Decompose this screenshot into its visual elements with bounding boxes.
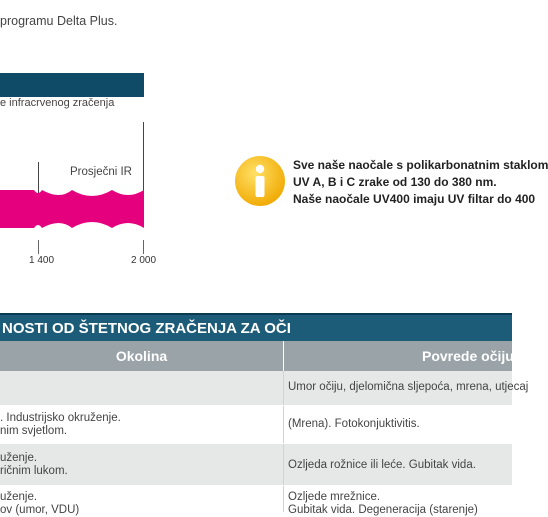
info-message: [293, 157, 548, 208]
column-header-eye-injuries: Povrede očiju: [284, 341, 512, 371]
info-icon: [234, 155, 286, 207]
injury-cell: Ozljeda rožnice ili leće. Gubitak vida.: [288, 459, 476, 471]
injury-cell: (Mrena). Fotokonjuktivitis.: [288, 418, 420, 430]
table-row: [0, 443, 512, 485]
ir-spectrum-band: [0, 182, 150, 242]
info-line: UV A, B i C zrake od 130 do 380 nm.: [293, 175, 497, 189]
info-line: Naše naočale UV400 imaju UV filtar do 400: [293, 192, 536, 206]
info-line: Sve naše naočale s polikarbonatnim staklom: [293, 158, 548, 172]
environment-cell: uženje. ričnim lukom.: [0, 452, 68, 477]
axis-tick-label: 2 000: [131, 255, 157, 266]
injury-cell: Ozljede mrežnice. Gubitak vida. Degeneracija (starenje): [288, 491, 478, 516]
environment-cell: uženje. ov (umor, VDU): [0, 491, 80, 516]
axis-tick-label: 1 400: [29, 255, 55, 266]
intro-text: programu Delta Plus.: [0, 14, 118, 28]
table-row: [0, 405, 512, 443]
table-row: [0, 485, 512, 516]
ir-section-subtitle: e infracrvenog zračenja: [0, 97, 115, 109]
column-divider: [283, 341, 284, 371]
axis-tick: [38, 240, 39, 254]
table-row: [0, 371, 529, 405]
environment-cell: [0, 371, 282, 405]
environment-cell: . Industrijsko okruženje. nim svjetlom.: [0, 412, 121, 437]
ir-average-label: Prosječni IR: [70, 166, 132, 178]
injury-cell: Umor očiju, djelomična sljepoća, mrena, utjecaj: [288, 381, 529, 393]
column-header-environment: Okolina: [0, 341, 283, 371]
table-title: NOSTI OD ŠTETNOG ZRAČENJA ZA OČI: [0, 313, 512, 342]
ir-section-header-bar: [0, 73, 144, 97]
axis-tick: [143, 240, 144, 254]
